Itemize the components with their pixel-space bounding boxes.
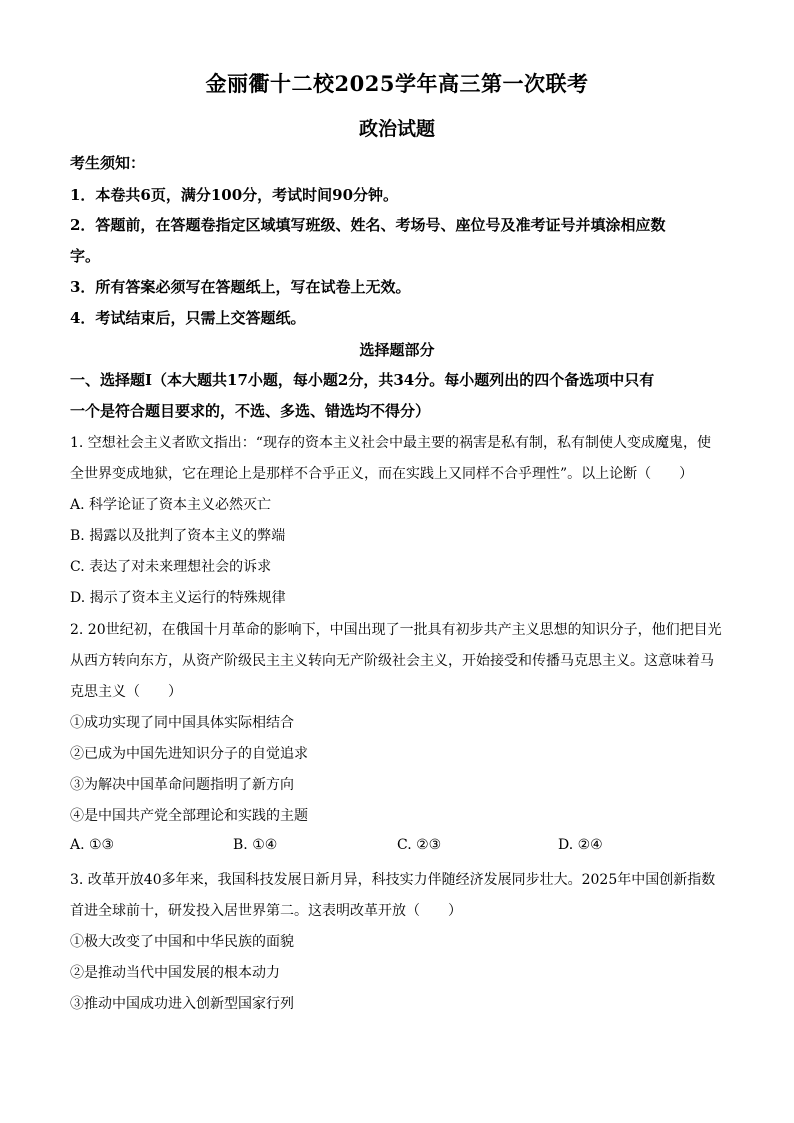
question-2-stem: 2. 20世纪初，在俄国十月革命的影响下，中国出现了一批具有初步共产主义思想的知识分子，他们把目光: [70, 622, 722, 638]
question-2-statement: ①成功实现了同中国具体实际相结合: [70, 715, 294, 731]
notice-heading: 考生须知：: [70, 154, 146, 172]
question-2-choice-a: A. ①③: [70, 837, 115, 853]
question-3-stem: 3. 改革开放40多年来，我国科技发展日新月异，科技实力伴随经济发展同步壮大。2025年中国创新指数: [70, 872, 716, 888]
question-3-stem: 首进全球前十，研发投入居世界第二。这表明改革开放（ ）: [70, 903, 462, 919]
question-1-option-a: A. 科学论证了资本主义必然灭亡: [70, 497, 272, 513]
section-instructions: 一、选择题Ⅰ（本大题共17小题，每小题2分，共34分。每小题列出的四个备选项中只有: [70, 371, 655, 389]
notice-item: 2．答题前，在答题卷指定区域填写班级、姓名、考场号、座位号及准考证号并填涂相应数: [70, 216, 666, 234]
section-instructions: 一个是符合题目要求的，不选、多选、错选均不得分）: [70, 402, 431, 420]
section-title: 选择题部分: [359, 341, 435, 359]
question-1-option-c: C. 表达了对未来理想社会的诉求: [70, 559, 272, 575]
question-1-stem: 全世界变成地狱，它在理论上是那样不合乎正义，而在实践上又同样不合乎理性”。以上论断（ ）: [70, 466, 694, 482]
question-2-statement: ④是中国共产党全部理论和实践的主题: [70, 808, 308, 824]
question-2-stem: 克思主义（ ）: [70, 684, 182, 700]
question-1-option-d: D. 揭示了资本主义运行的特殊规律: [70, 590, 286, 606]
question-2-choice-d: D. ②④: [558, 837, 603, 853]
question-1-stem: 1. 空想社会主义者欧文指出：“现存的资本主义社会中最主要的祸害是私有制，私有制使人变成魔鬼，使: [70, 435, 711, 451]
question-2-choice-c: C. ②③: [397, 837, 442, 853]
question-2-statement: ③为解决中国革命问题指明了新方向: [70, 777, 294, 793]
notice-item: 字。: [70, 247, 101, 265]
notice-item: 4．考试结束后，只需上交答题纸。: [70, 309, 306, 327]
question-3-statement: ②是推动当代中国发展的根本动力: [70, 965, 280, 981]
question-1-option-b: B. 揭露以及批判了资本主义的弊端: [70, 528, 286, 544]
exam-title: 金丽衢十二校2025学年高三第一次联考: [205, 71, 589, 96]
question-2-choice-b: B. ①④: [233, 837, 278, 853]
question-3-statement: ③推动中国成功进入创新型国家行列: [70, 996, 294, 1012]
subject-title: 政治试题: [358, 118, 435, 140]
question-3-statement: ①极大改变了中国和中华民族的面貌: [70, 934, 294, 950]
question-2-statement: ②已成为中国先进知识分子的自觉追求: [70, 746, 308, 762]
notice-item: 1．本卷共6页，满分100分，考试时间90分钟。: [70, 186, 399, 204]
notice-item: 3．所有答案必须写在答题纸上，写在试卷上无效。: [70, 278, 411, 296]
question-2-stem: 从西方转向东方，从资产阶级民主主义转向无产阶级社会主义，开始接受和传播马克思主义。这意味着马: [70, 653, 714, 669]
